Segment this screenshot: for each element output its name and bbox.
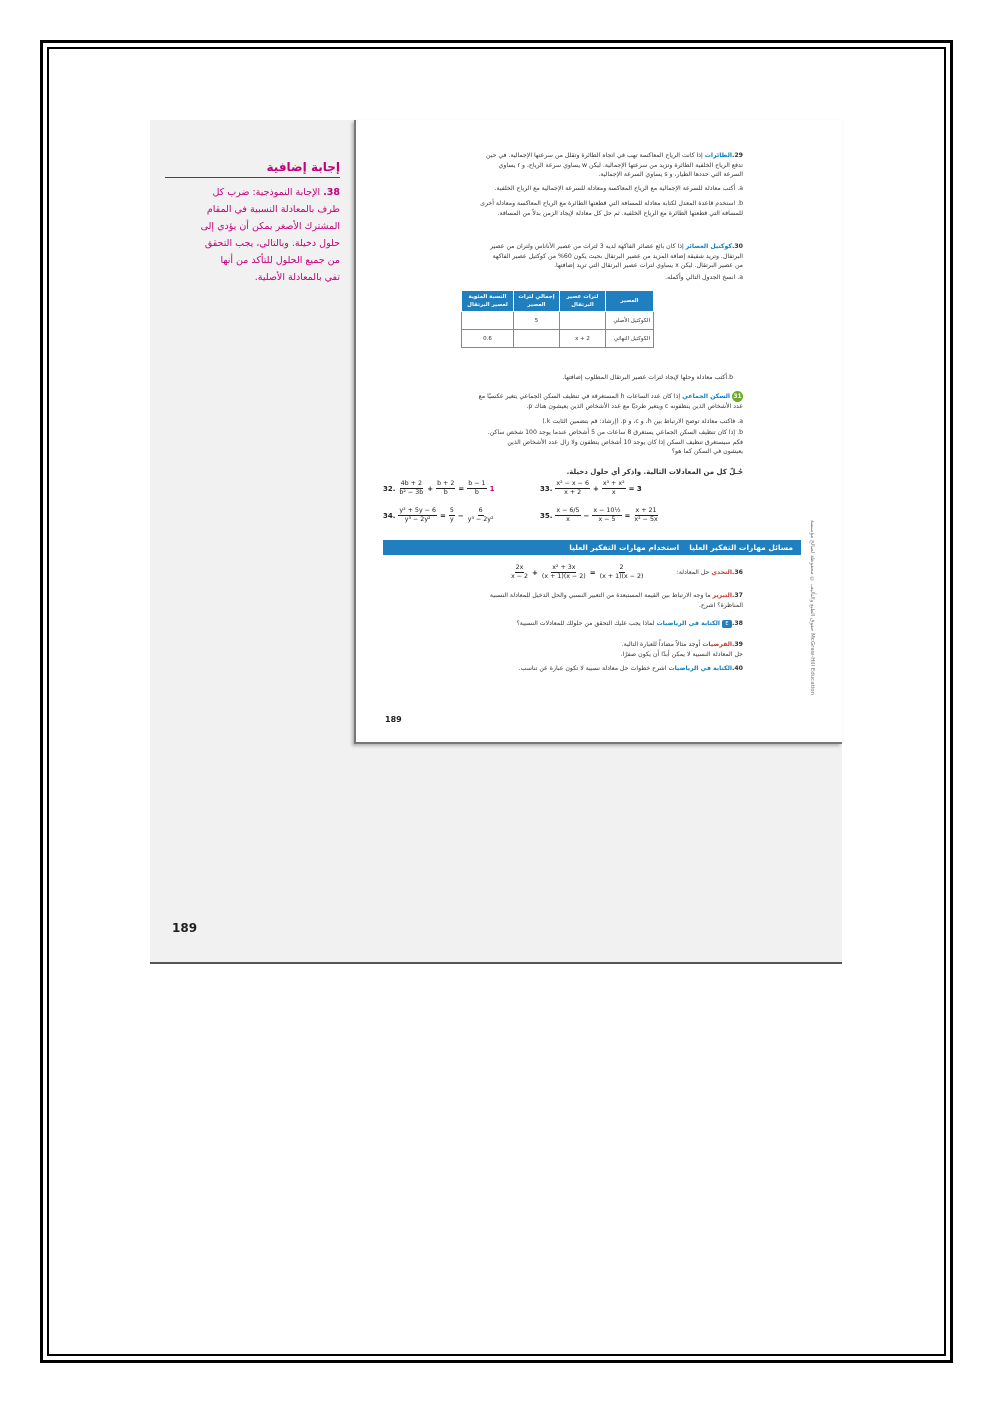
fraction: $\frac{5}{y}$ — [449, 507, 454, 523]
copyright-credit: حقوق الطبع والتأليف © محفوظة لصالح مؤسسة McGraw-Hill Education — [809, 520, 815, 696]
fraction: $\frac{2}{(x + 1)(x - 2)}$ — [599, 564, 644, 580]
question-part-b: b. إذا كان تنظيف السكن الجماعي يستغرق 8 ساعات من 5 أشخاص عندما يوجد 100 شخص ساكن. — [487, 429, 743, 436]
question-keyword: الكتابة في الرياضيات — [656, 620, 721, 627]
question-text: حل المعادلة: — [676, 569, 710, 576]
writing-icon: E — [722, 620, 732, 628]
fraction: $\frac{6}{\text{y³ − 2y²}}$ — [467, 507, 494, 523]
question-text: إذا كانت الرياح المعاكسة تهب في اتجاه الطائرة وتقلل من سرعتها الإجمالية. في حين — [486, 152, 703, 159]
table-header: العصير — [606, 291, 654, 312]
sidebar-line: طرف بالمعادلة النسبية في المقام — [206, 204, 340, 215]
solve-heading: حُـلّ كل من المعادلات التالية. واذكر أي حلول دخيلة. — [566, 468, 743, 476]
equation-32: 32. $\frac{4b + 2}{\text{b² − 3b}}$ + $\frac{b + 2}{b}$ = $\frac{b - 1}{b}$ 1 — [383, 480, 495, 496]
question-part-a: a. فاكتب معادلة توضح الارتباط بين h، و c، و p. (إرشاد: قم بتضمين الثابت k.) — [542, 417, 743, 425]
question-part-b: فكم سيستغرق تنظيف السكن إذا كان يوجد 10 أشخاص ينظفون ولا زال عدد الأشخاص الذين — [507, 438, 743, 446]
sidebar-line: حلول دخيلة. وبالتالي، يجب التحقق — [204, 238, 340, 249]
table-cell: 5 — [514, 312, 560, 330]
question-part-b: للمسافة التي قطعتها الطائرة مع الرياح الخلفية. ثم حل كل معادلة لإيجاد الزمن بدلاً من المسافة. — [497, 209, 743, 217]
sidebar-qnum: 38. — [323, 187, 340, 198]
answer: 1 — [489, 484, 495, 493]
additional-answer-sidebar — [165, 160, 340, 286]
equation-35: 35. $\frac{x - 6/5}{x}$ − $\frac{\text{x − 10½}}{x - 5}$ = $\frac{x + 21}{\text{x² − 5x}}$ — [540, 507, 658, 523]
question-29 — [400, 151, 743, 218]
question-text: لماذا يجب عليك التحقق من حلولك للمعادلات النسبية؟ — [516, 620, 655, 627]
question-text: إذا كان بائع عصائر الفاكهة لديه 3 لترات من عصير الأناناس ولتران من عصير — [490, 243, 684, 250]
table-header: إجمالي لترات العصير — [514, 291, 560, 312]
question-text: من عصير البرتقال. ليكن x يساوي لترات عصير البرتقال التي تريد إضافتها. — [554, 262, 743, 269]
question-text: المناظرة؟ اشرح. — [698, 601, 743, 609]
outer-page-number: 189 — [172, 921, 198, 935]
question-31 — [400, 391, 743, 457]
sidebar-line: تفي بالمعادلة الأصلية. — [254, 272, 340, 283]
question-36-label — [640, 568, 743, 578]
question-number: 30. — [732, 243, 743, 250]
table-row — [462, 312, 654, 330]
fraction: $\frac{\text{x² − x − 6}}{x + 2}$ — [556, 480, 589, 496]
hots-subtitle: استخدام مهارات التفكير العليا — [569, 543, 680, 552]
fraction: $\frac{\text{x − 10½}}{x - 5}$ — [593, 507, 621, 523]
question-number: 39. — [732, 641, 743, 648]
question-40 — [420, 664, 743, 674]
question-part-a: a. أكتب معادلة للسرعة الإجمالية مع الرياح المعاكسة ومعادلة للسرعة الإجمالية مع الرياح الخلفية. — [494, 184, 743, 192]
question-keyword: الطائرات — [704, 152, 733, 159]
question-38 — [420, 619, 743, 629]
fraction: $\frac{x - 6/5}{x}$ — [556, 507, 580, 523]
book-page-number: 189 — [385, 715, 402, 724]
question-39 — [420, 640, 743, 659]
fraction: $\frac{x + 21}{\text{x² − 5x}}$ — [634, 507, 658, 523]
question-number: 40. — [732, 665, 743, 672]
hots-header-bar — [383, 540, 801, 555]
fraction: $\frac{\text{y² + 5y − 6}}{\text{y³ − 2y²}}$ — [399, 507, 436, 523]
sidebar-body — [165, 184, 340, 286]
question-part-b: يعيشون في السكن كما هو؟ — [671, 448, 743, 455]
table-cell: 0.6 — [462, 330, 514, 348]
question-keyword: الكتابة في الرياضيات — [668, 665, 733, 672]
question-37 — [420, 591, 743, 610]
question-text: السرعة التي حددها الطيار، و s يساوي السرعة الإجمالية. — [598, 171, 743, 178]
table-cell: الكوكتيل الأصلي — [606, 312, 654, 330]
equation-36: $\frac{2x}{x - 2}$ + $\frac{\text{x² + 3x}}{(x + 1)(x - 2)}$ = $\frac{2}{(x + 1)(x - 2)}$ — [511, 564, 644, 580]
sidebar-line: من جميع الحلول للتأكد من أنها — [220, 255, 340, 266]
question-text: تدفع الرياح الخلفية الطائرة وتزيد من سرعتها الإجمالية. ليكن w يساوي سرعة الرياح، و r يساوي — [498, 161, 743, 169]
table-cell — [560, 312, 606, 330]
fraction: $\frac{2x}{x - 2}$ — [511, 564, 529, 580]
question-text: إذا كان عدد الساعات h المستغرقة في تنظيف السكن الجماعي يتغير عكسيًا مع — [478, 393, 681, 400]
fraction: $\frac{\text{x³ + x²}}{x}$ — [602, 480, 625, 496]
question-text: أوجد مثالاً مضاداً للعبارة التالية. — [621, 641, 701, 648]
question-keyword: التحدي — [711, 569, 733, 576]
fraction: $\frac{\text{x² + 3x}}{(x + 1)(x - 2)}$ — [541, 564, 586, 580]
question-number: 38. — [732, 620, 743, 627]
question-keyword: السكن الجماعي — [682, 393, 731, 400]
question-part-a: a. انسخ الجدول التالي وأكمله. — [665, 273, 743, 281]
question-text: ما وجه الارتباط بين القيمة المستبعدة من التعبير النسبي والحل الدخيل للمعادلة النسبية — [489, 592, 711, 599]
table-cell: x + 2 — [560, 330, 606, 348]
table-header: النسبة المئوية لعصير البرتقال — [462, 291, 514, 312]
table-cell — [514, 330, 560, 348]
equation-number: 35. — [540, 511, 553, 520]
equation-number: 34. — [383, 511, 396, 520]
fraction: $\frac{4b + 2}{\text{b² − 3b}}$ — [399, 480, 424, 496]
equation-number: 32. — [383, 484, 396, 493]
sidebar-heading: إجابة إضافية — [165, 160, 340, 178]
fraction: $\frac{b + 2}{b}$ — [437, 480, 455, 496]
question-number: 29. — [732, 152, 743, 159]
question-text: البرتقال. وتريد شقيقة إضافة المزيد من عصير البرتقال بحيث يكون 60% من كوكتيل عصير الفاكهة — [492, 252, 743, 260]
question-part-b: b. استخدم قاعدة المعدل لكتابة معادلة للمسافة التي قطعتها الطائرة مع الرياح المعاكسة ومعادلة أخرى — [480, 200, 743, 207]
sidebar-line: المشترك الأصغر يمكن أن يؤدي إلى — [200, 221, 340, 232]
question-30 — [400, 242, 743, 282]
fraction: $\frac{b - 1}{b}$ — [468, 480, 486, 496]
question-text: عدد الأشخاص الذين ينظفونه c ويتغير طرديًا مع عدد الأشخاص الذين يعيشون هناك p. — [526, 403, 743, 410]
question-number-badge: 31 — [733, 393, 742, 400]
equation-34: 34. $\frac{\text{y² + 5y − 6}}{\text{y³ − 2y²}}$ = $\frac{5}{y}$ − $\frac{6}{\text{y³ − 2y²}}$ — [383, 507, 494, 523]
equation-33: 33. $\frac{\text{x² − x − 6}}{x + 2}$ + $\frac{\text{x³ + x²}}{x}$ = 3 — [540, 480, 642, 496]
table-row — [462, 330, 654, 348]
sidebar-line: الإجابة النموذجية: ضرب كل — [212, 187, 321, 198]
question-text: اشرح خطوات حل معادلة نسبية لا تكون عبارة عن تناسب. — [518, 665, 667, 672]
question-text: حل المعادلة النسبية لا يمكن أبدًا أن يكون صفرًا. — [620, 650, 743, 658]
hots-title: مسائل مهارات التفكير العليا — [689, 543, 793, 552]
question-30-part-b: b.أكتب معادلة وحلها لإيجاد لترات عصير البرتقال المطلوب إضافتها. — [562, 374, 733, 381]
question-keyword: كوكتيل العصائر — [685, 243, 733, 250]
equation-number: 33. — [540, 484, 553, 493]
table-header: لترات عصير البرتقال — [560, 291, 606, 312]
question-keyword: الفرضيات — [702, 641, 733, 648]
question-number: 36. — [732, 569, 743, 576]
table-cell — [462, 312, 514, 330]
table-cell: الكوكتيل النهائي — [606, 330, 654, 348]
question-number: 37. — [732, 592, 743, 599]
question-keyword: التبرير — [712, 592, 733, 599]
juice-table — [461, 290, 654, 348]
